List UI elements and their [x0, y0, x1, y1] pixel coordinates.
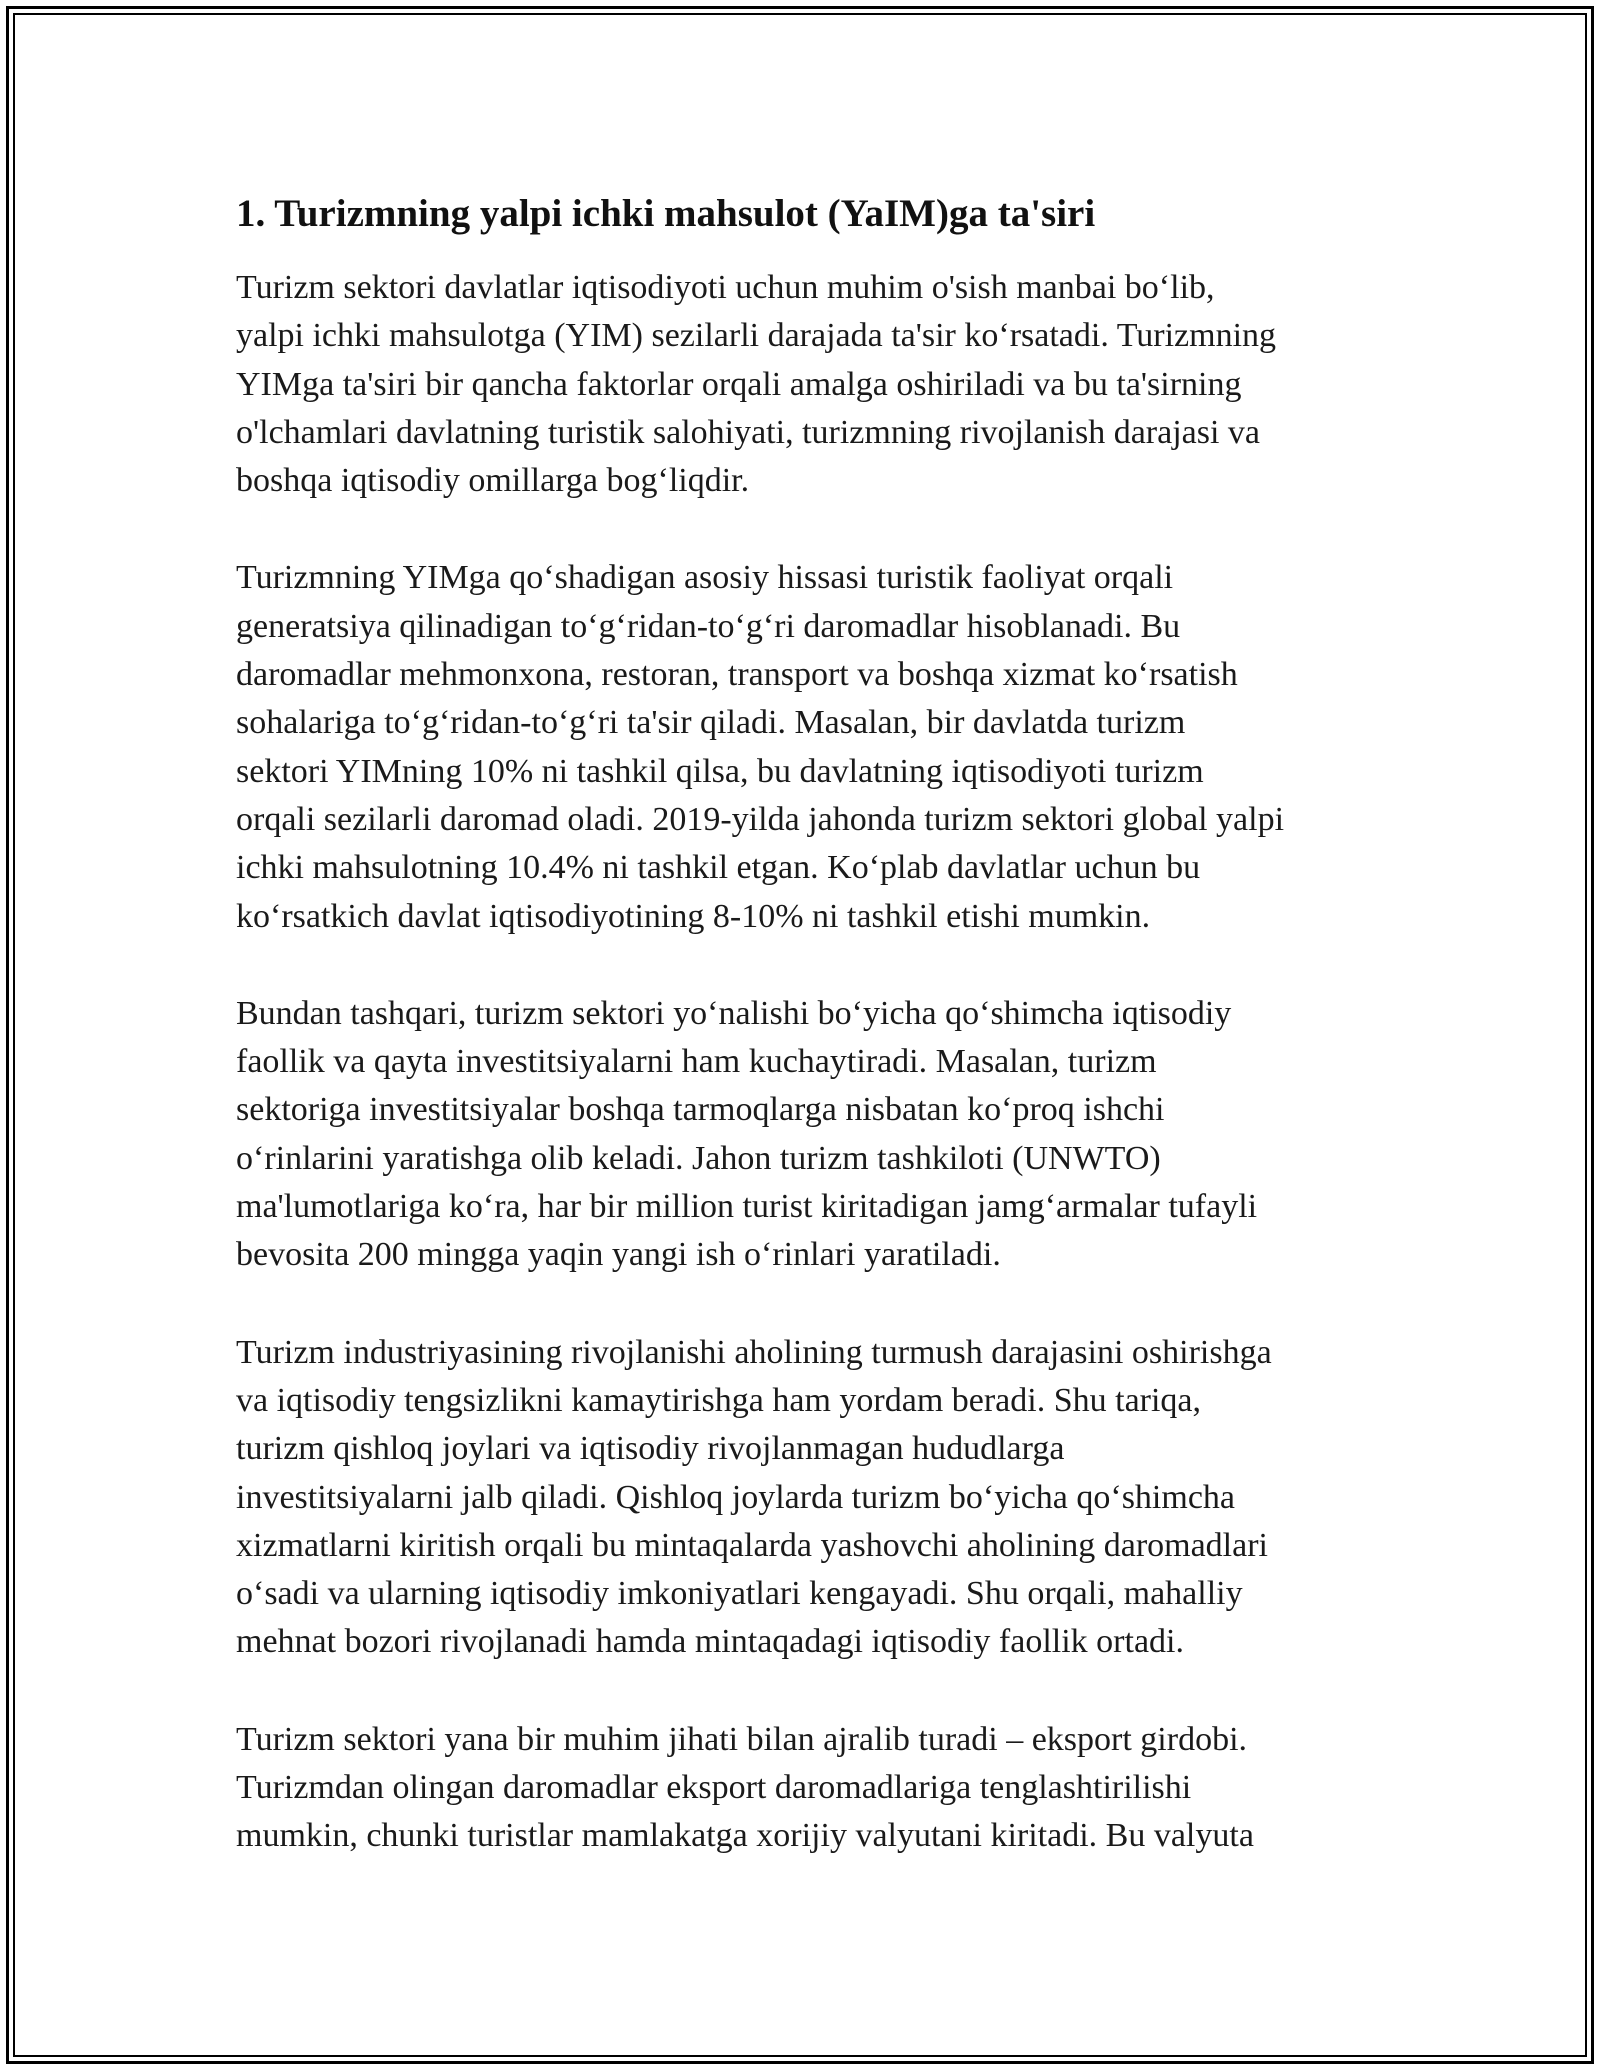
- text-line: bevosita 200 mingga yaqin yangi ish o‘rinlari yaratiladi.: [236, 1236, 1001, 1274]
- text-line: yalpi ichki mahsulotga (YIM) sezilarli darajada ta'sir ko‘rsatadi. Turizmning: [236, 317, 1277, 355]
- text-line: Turizmdan olingan daromadlar eksport daromadlariga tenglashtirilishi: [236, 1769, 1192, 1807]
- text-line: o‘sadi va ularning iqtisodiy imkoniyatlari kengayadi. Shu orqali, mahalliy: [236, 1575, 1243, 1613]
- document-body: [236, 186, 1368, 1861]
- text-line: Turizm industriyasining rivojlanishi aholining turmush darajasini oshirishga: [236, 1333, 1272, 1371]
- paragraph-living-standards: [236, 1329, 1368, 1667]
- text-line: Bundan tashqari, turizm sektori yo‘nalishi bo‘yicha qo‘shimcha iqtisodiy: [236, 994, 1232, 1032]
- text-line: ma'lumotlariga ko‘ra, har bir million turist kiritadigan jamg‘armalar tufayli: [236, 1188, 1258, 1226]
- text-line: orqali sezilarli daromad oladi. 2019-yilda jahonda turizm sektori global yalpi: [236, 800, 1285, 838]
- text-line: o‘rinlarini yaratishga olib keladi. Jahon turizm tashkiloti (UNWTO): [236, 1139, 1161, 1177]
- text-line: faollik va qayta investitsiyalarni ham kuchaytiradi. Masalan, turizm: [236, 1043, 1157, 1081]
- text-line: o'lchamlari davlatning turistik salohiyati, turizmning rivojlanish darajasi va: [236, 413, 1261, 451]
- text-line: YIMga ta'siri bir qancha faktorlar orqali amalga oshiriladi va bu ta'sirning: [236, 365, 1242, 403]
- text-line: sektoriga investitsiyalar boshqa tarmoqlarga nisbatan ko‘proq ishchi: [236, 1091, 1165, 1129]
- section-heading: 1. Turizmning yalpi ichki mahsulot (YaIM)ga ta'siri: [236, 192, 1096, 235]
- text-line: sektori YIMning 10% ni tashkil qilsa, bu davlatning iqtisodiyoti turizm: [236, 752, 1204, 790]
- text-line: turizm qishloq joylari va iqtisodiy rivojlanmagan hududlarga: [236, 1430, 1065, 1468]
- text-line: Turizmning YIMga qo‘shadigan asosiy hissasi turistik faoliyat orqali: [236, 559, 1174, 597]
- text-line: ko‘rsatkich davlat iqtisodiyotining 8-10% ni tashkil etishi mumkin.: [236, 897, 1151, 935]
- text-line: ichki mahsulotning 10.4% ni tashkil etgan. Ko‘plab davlatlar uchun bu: [236, 849, 1201, 887]
- text-line: mehnat bozori rivojlanadi hamda mintaqadagi iqtisodiy faollik ortadi.: [236, 1623, 1184, 1661]
- text-line: boshqa iqtisodiy omillarga bog‘liqdir.: [236, 462, 750, 500]
- text-line: Turizm sektori davlatlar iqtisodiyoti uchun muhim o'sish manbai bo‘lib,: [236, 269, 1215, 306]
- text-line: xizmatlarni kiritish orqali bu mintaqalarda yashovchi aholining daromadlari: [236, 1526, 1268, 1564]
- text-line: mumkin, chunki turistlar mamlakatga xorijiy valyutani kiritadi. Bu valyuta: [236, 1817, 1254, 1855]
- paragraph-export: [236, 1716, 1368, 1861]
- text-line: generatsiya qilinadigan to‘g‘ridan-to‘g‘ri daromadlar hisoblanadi. Bu: [236, 607, 1181, 645]
- paragraph-direct-income: [236, 554, 1368, 940]
- text-line: daromadlar mehmonxona, restoran, transport va boshqa xizmat ko‘rsatish: [236, 656, 1238, 694]
- text-line: va iqtisodiy tengsizlikni kamaytirishga ham yordam beradi. Shu tariqa,: [236, 1381, 1202, 1419]
- text-line: sohalariga to‘g‘ridan-to‘g‘ri ta'sir qiladi. Masalan, bir davlatda turizm: [236, 704, 1186, 742]
- paragraph-gdp-intro: [236, 264, 1368, 505]
- text-line: Turizm sektori yana bir muhim jihati bilan ajralib turadi – eksport girdobi.: [236, 1720, 1248, 1758]
- text-line: investitsiyalarni jalb qiladi. Qishloq joylarda turizm bo‘yicha qo‘shimcha: [236, 1478, 1235, 1516]
- paragraph-investment-jobs: [236, 990, 1368, 1280]
